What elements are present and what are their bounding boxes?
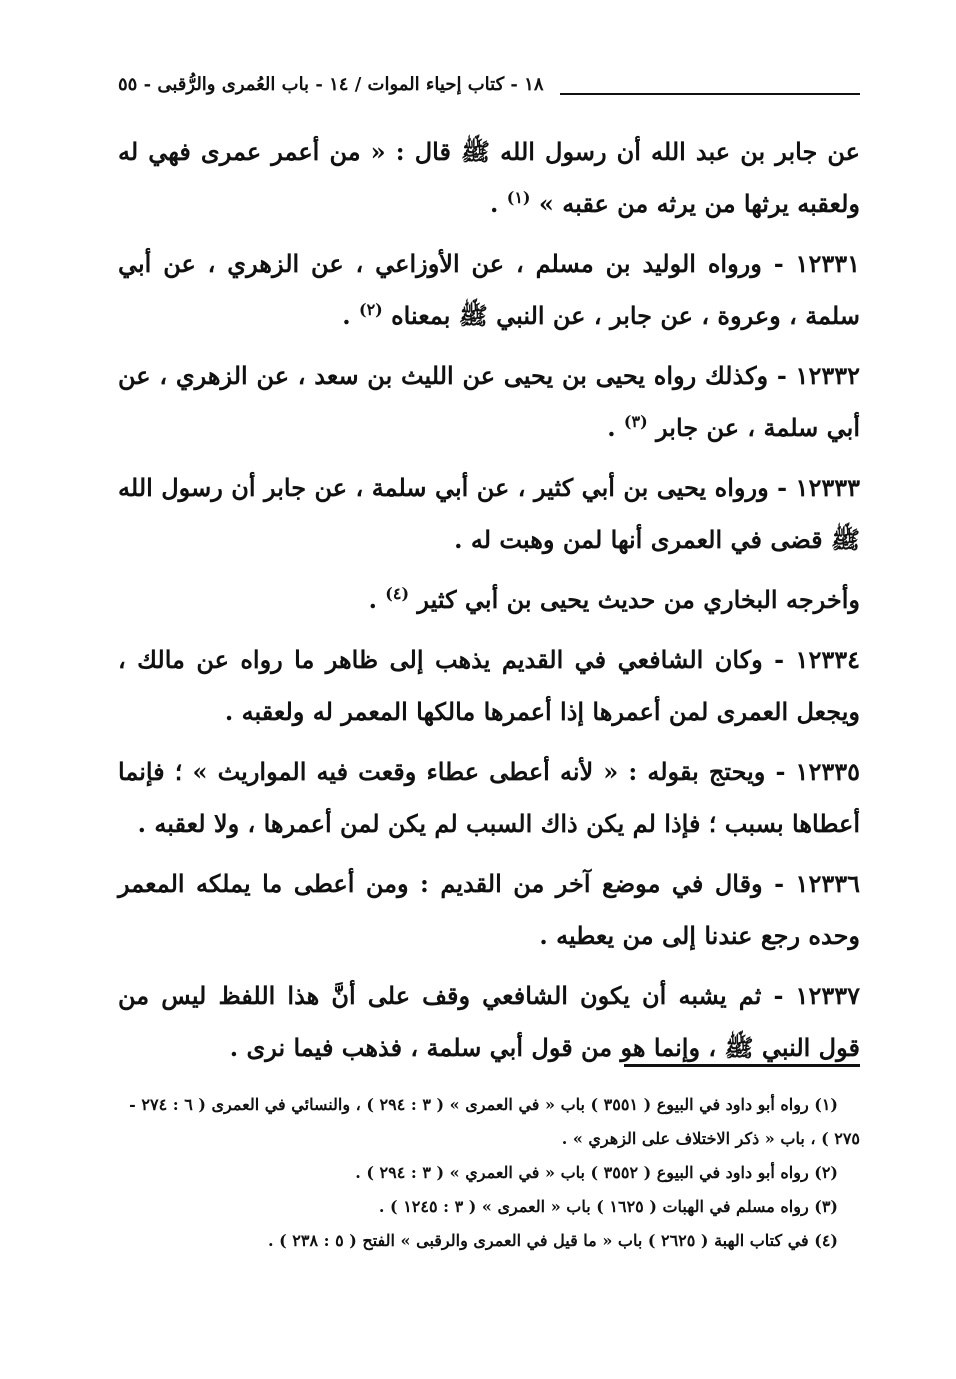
footnote-separator <box>624 1064 860 1067</box>
paragraph: ١٢٣٣٢ - وكذلك رواه يحيى بن يحيى عن الليث بن سعد ، عن الزهري ، عن أبي سلمة ، عن جابر $^{(٣)}$ . <box>118 361 860 442</box>
footnote: (٢) رواه أبو داود في البيوع ( ٣٥٥٢ ) باب « في العمري » ( ٣ : ٢٩٤ ) . <box>355 1163 838 1182</box>
paragraph: ١٢٣٣٧ - ثم يشبه أن يكون الشافعي وقف على أنَّ هذا اللفظ ليس من قول النبي ﷺ ، وإنما هو من قول أبي سلمة ، فذهب فيما نرى . <box>118 981 860 1062</box>
running-title: ١٨ - كتاب إحياء الموات / ١٤ - باب العُمرى والرُّقبى - ٥٥ <box>118 74 544 95</box>
main-text <box>118 126 860 1082</box>
footnote: (٤) في كتاب الهبة ( ٢٦٢٥ ) باب « ما قيل في العمرى والرقبى » الفتح ( ٥ : ٢٣٨ ) . <box>267 1231 838 1250</box>
footnote-reference: (٢) <box>359 300 383 319</box>
footnotes <box>118 1088 860 1258</box>
paragraph: ١٢٣٣٦ - وقال في موضع آخر من القديم : ومن أعطى ما يملكه المعمر وحده رجع عندنا إلى من يعطيه . <box>118 869 860 950</box>
page-header <box>118 70 860 106</box>
footnote-reference: (١) <box>506 188 531 207</box>
footnote: (٣) رواه مسلم في الهبات ( ١٦٢٥ ) باب « العمرى » ( ٣ : ١٢٤٥ ) . <box>378 1197 838 1216</box>
paragraph: عن جابر بن عبد الله أن رسول الله ﷺ قال : « من أعمر عمرى فهي له ولعقبه يرثها من يرثه من عقبه » $^{(١)}$ . <box>118 137 860 218</box>
footnote-reference: (٤) <box>385 584 410 603</box>
paragraph: ١٢٣٣٤ - وكان الشافعي في القديم يذهب إلى ظاهر ما رواه عن مالك ، ويجعل العمرى لمن أعمرها إذا أعمرها مالكها المعمر له ولعقبه . <box>118 645 860 726</box>
footnote: (١) رواه أبو داود في البيوع ( ٣٥٥١ ) باب « في العمرى » ( ٣ : ٢٩٤ ) ، والنسائي في العمرى ( ٦ : ٢٧٤ - ٢٧٥ ) ، باب « ذكر الاختلاف على الزهري » . <box>129 1095 860 1148</box>
paragraph: ١٢٣٣٥ - ويحتج بقوله : « لأنه أعطى عطاء وقعت فيه المواريث » ؛ فإنما أعطاها بسبب ؛ فإذا لم يكن ذاك السبب لم يكن لمن أعمرها ، ولا لعقبه . <box>118 757 860 838</box>
paragraph: ١٢٣٣١ - ورواه الوليد بن مسلم ، عن الأوزاعي ، عن الزهري ، عن أبي سلمة ، وعروة ، عن جابر ، عن النبي ﷺ بمعناه $^{(٢)}$ . <box>118 249 860 330</box>
footnote-reference: (٣) <box>623 412 648 431</box>
header-rule <box>560 93 860 95</box>
paragraph: ١٢٣٣٣ - ورواه يحيى بن أبي كثير ، عن أبي سلمة ، عن جابر أن رسول الله ﷺ قضى في العمرى أنها لمن وهبت له . <box>118 473 860 554</box>
paragraph: وأخرجه البخاري من حديث يحيى بن أبي كثير $^{(٤)}$ . <box>368 584 860 614</box>
